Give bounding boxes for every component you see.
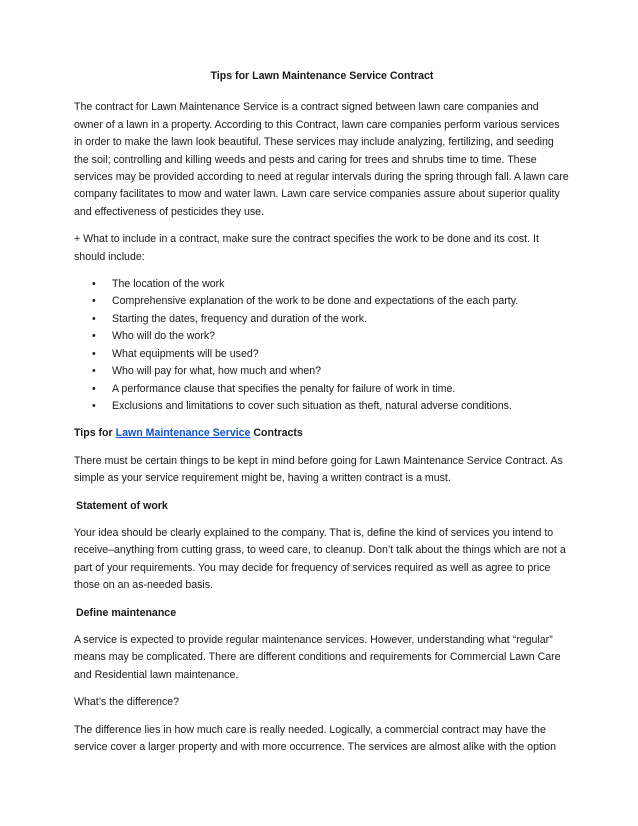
bullet-icon: • bbox=[92, 365, 96, 378]
difference-paragraph: The difference lies in how much care is really needed. Logically, a commercial contract may have the service cover a larger property and with more occurrence. The services are almost alike with the option bbox=[74, 723, 557, 753]
bullet-icon: • bbox=[92, 347, 96, 360]
list-item-text: Exclusions and limitations to cover such situation as theft, natural adverse conditions. bbox=[112, 399, 512, 412]
lawn-maintenance-service-link[interactable]: Lawn Maintenance Service bbox=[115, 427, 251, 440]
tips-paragraph: There must be certain things to be kept in mind before going for Lawn Maintenance Service Contract. As simple as your service requirement might be, having a written contract is a must. bbox=[74, 454, 563, 485]
list-item-text: Who will pay for what, how much and when? bbox=[112, 365, 322, 378]
list-item bbox=[92, 293, 570, 310]
list-item bbox=[92, 381, 570, 398]
document-body bbox=[74, 68, 570, 766]
list-item bbox=[92, 363, 570, 380]
list-item bbox=[92, 311, 570, 328]
list-item-text: What equipments will be used? bbox=[112, 347, 259, 360]
bullet-icon: • bbox=[92, 382, 96, 395]
list-item-text: Starting the dates, frequency and duration of the work. bbox=[112, 312, 367, 325]
tips-heading bbox=[74, 425, 570, 442]
tips-heading-suffix: Contracts bbox=[250, 427, 303, 440]
define-heading: Define maintenance bbox=[76, 606, 177, 619]
list-item-text: The location of the work bbox=[112, 278, 225, 291]
document-title: Tips for Lawn Maintenance Service Contract bbox=[210, 70, 434, 82]
bullet-icon: • bbox=[92, 295, 96, 308]
tips-heading-prefix: Tips for bbox=[74, 427, 116, 440]
list-item-text: Who will do the work? bbox=[112, 330, 216, 343]
list-item bbox=[92, 346, 570, 363]
difference-question: What’s the difference? bbox=[74, 696, 180, 709]
list-item bbox=[92, 328, 570, 345]
statement-paragraph: Your idea should be clearly explained to the company. That is, define the kind of services you intend to receive–anything from cutting grass, to weed care, to cleanup. Don’t talk about the things which are not a part of your requirements. You may decide for frequency of services required as well as agree to price those on an as-needed basis. bbox=[74, 526, 566, 592]
list-item bbox=[92, 276, 570, 293]
bullet-icon: • bbox=[92, 278, 96, 291]
list-item-text: Comprehensive explanation of the work to be done and expectations of the each party. bbox=[112, 295, 519, 308]
bullet-icon: • bbox=[92, 330, 96, 343]
bullet-icon: • bbox=[92, 399, 96, 412]
requirements-list bbox=[74, 276, 570, 415]
bullet-icon: • bbox=[92, 312, 96, 325]
list-item bbox=[92, 398, 570, 415]
list-item-text: A performance clause that specifies the penalty for failure of work in time. bbox=[112, 382, 456, 395]
include-intro-paragraph: + What to include in a contract, make sure the contract specifies the work to be done and its cost. It should include: bbox=[74, 233, 539, 263]
intro-paragraph: The contract for Lawn Maintenance Service is a contract signed between lawn care companies and owner of a lawn in a property. According to this Contract, lawn care companies perform various services in order to make the lawn look beautiful. These services may include analyzing, fertilizing, and seeding the soil; controlling and killing weeds and pests and caring for trees and shrubs time to time. These services may be provided according to need at regular intervals during the spring through fall. A lawn care company facilitates to mow and water lawn. Lawn care service companies assure about superior quality and effectiveness of pesticides they use. bbox=[74, 101, 569, 218]
define-paragraph: A service is expected to provide regular maintenance services. However, understanding what “regular” means may be complicated. There are different conditions and requirements for Commercial Lawn Care and Residential lawn maintenance. bbox=[74, 633, 561, 681]
statement-heading: Statement of work bbox=[76, 499, 168, 512]
